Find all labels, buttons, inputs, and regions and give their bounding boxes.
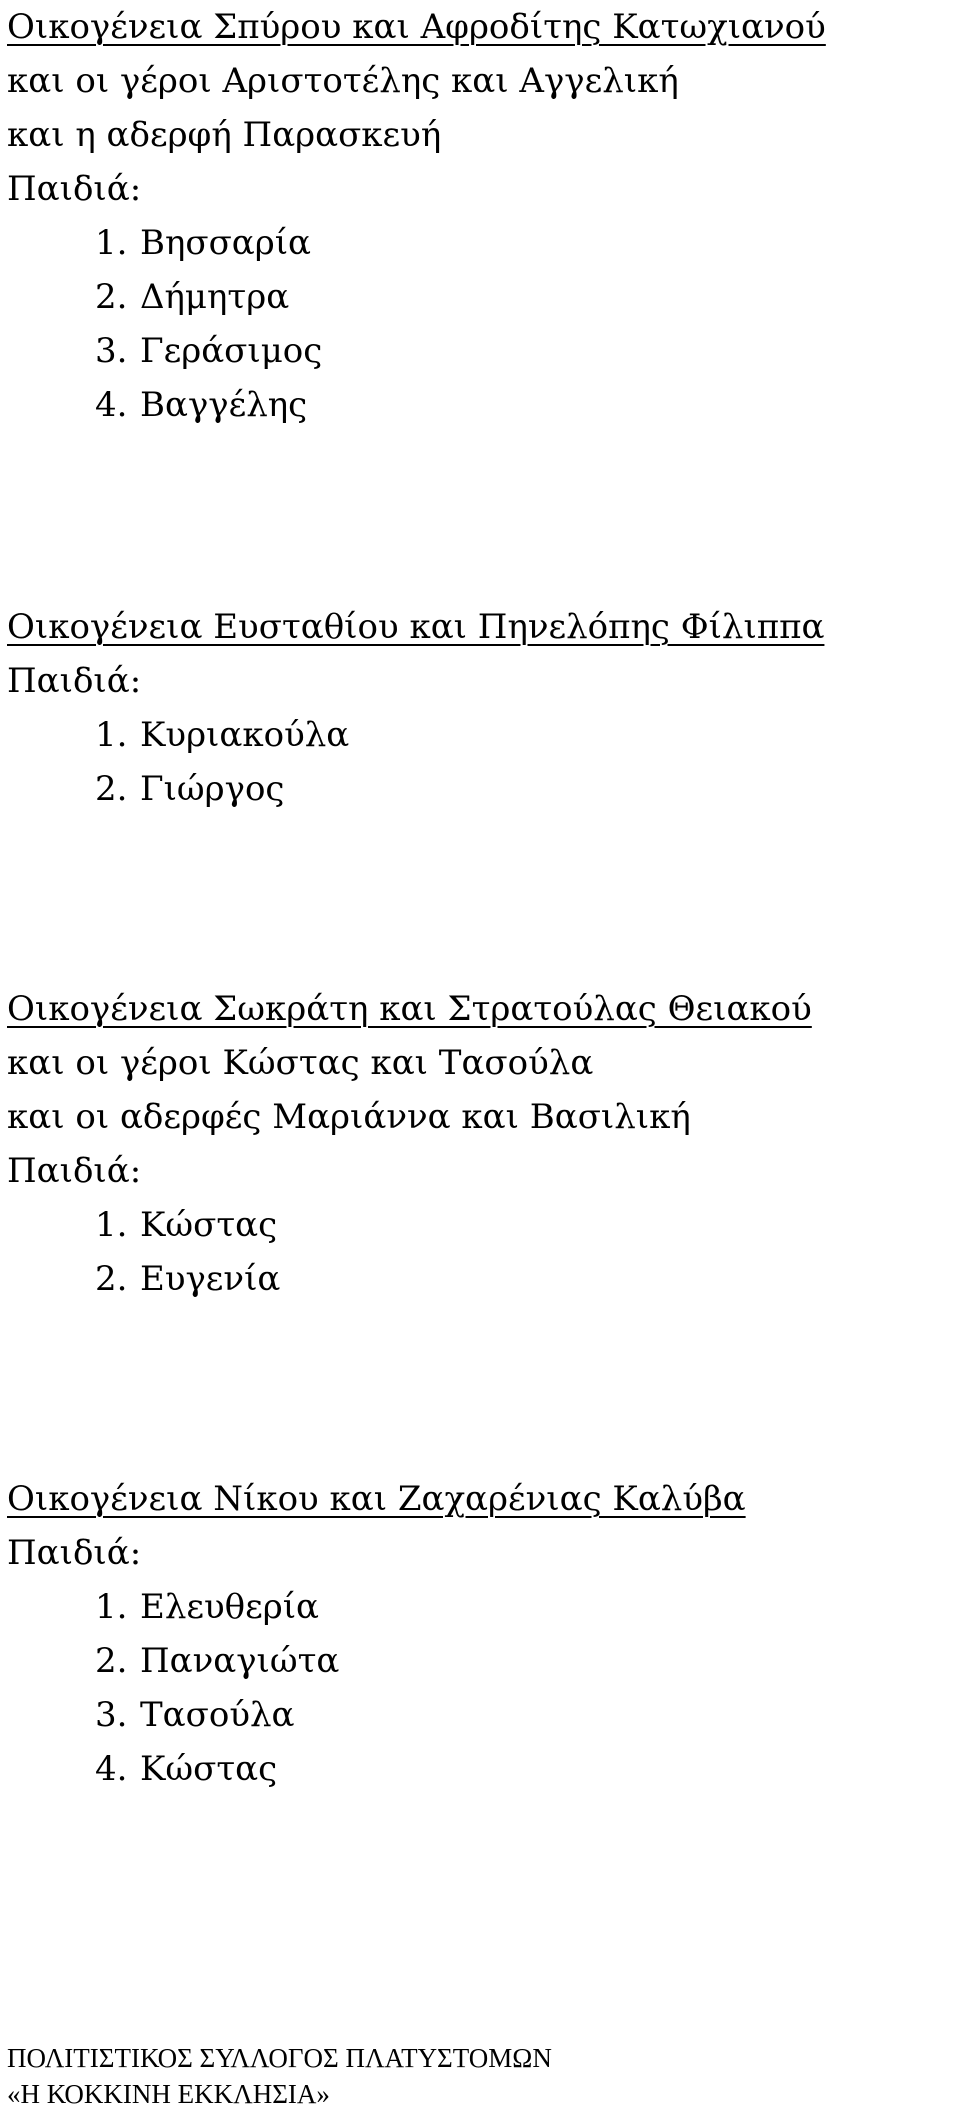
child-number: 4. (95, 385, 128, 425)
child-number: 4. (95, 1749, 128, 1789)
children-list (7, 708, 953, 816)
child-name: Τασούλα (140, 1695, 295, 1735)
list-item (95, 324, 953, 378)
family-section (7, 1472, 953, 1796)
child-name: Γεράσιμος (140, 331, 323, 371)
child-number: 1. (95, 1587, 128, 1627)
child-name: Ευγενία (140, 1259, 281, 1299)
children-label: Παιδιά: (7, 1533, 142, 1573)
children-list (7, 216, 953, 432)
list-item (95, 1688, 953, 1742)
family-extra-line: και οι γέροι Κώστας και Τασούλα (7, 1043, 594, 1083)
child-name: Ελευθερία (140, 1587, 320, 1627)
child-name: Κώστας (140, 1205, 278, 1245)
child-number: 3. (95, 331, 128, 371)
list-item (95, 1252, 953, 1306)
child-number: 2. (95, 1259, 128, 1299)
children-label: Παιδιά: (7, 169, 142, 209)
child-name: Κυριακούλα (140, 715, 350, 755)
list-item (95, 762, 953, 816)
list-item (95, 270, 953, 324)
list-item (95, 216, 953, 270)
children-list (7, 1198, 953, 1306)
family-extra-line: και οι γέροι Αριστοτέλης και Αγγελική (7, 61, 679, 101)
child-name: Γιώργος (140, 769, 285, 809)
list-item (95, 1634, 953, 1688)
list-item (95, 1580, 953, 1634)
child-number: 1. (95, 1205, 128, 1245)
child-number: 1. (95, 715, 128, 755)
family-section (7, 0, 953, 432)
list-item (95, 708, 953, 762)
family-section (7, 982, 953, 1306)
list-item (95, 378, 953, 432)
family-extra-line: και οι αδερφές Μαριάννα και Βασιλική (7, 1097, 691, 1137)
document-footer (7, 2040, 953, 2112)
child-number: 3. (95, 1695, 128, 1735)
family-heading: Οικογένεια Σωκράτη και Στρατούλας Θειακού (7, 989, 812, 1029)
children-label: Παιδιά: (7, 1151, 142, 1191)
child-name: Δήμητρα (140, 277, 290, 317)
family-heading: Οικογένεια Νίκου και Ζαχαρένιας Καλύβα (7, 1479, 746, 1519)
family-heading: Οικογένεια Ευσταθίου και Πηνελόπης Φίλιππα (7, 607, 825, 647)
child-name: Παναγιώτα (140, 1641, 340, 1681)
family-heading: Οικογένεια Σπύρου και Αφροδίτης Κατωχιανού (7, 7, 826, 47)
list-item (95, 1198, 953, 1252)
children-label: Παιδιά: (7, 661, 142, 701)
child-name: Βαγγέλης (140, 385, 308, 425)
child-name: Κώστας (140, 1749, 278, 1789)
child-number: 2. (95, 277, 128, 317)
list-item (95, 1742, 953, 1796)
footer-organization-subtitle: «Η ΚΟΚΚΙΝΗ ΕΚΚΛΗΣΙΑ» (7, 2079, 330, 2109)
family-extra-line: και η αδερφή Παρασκευή (7, 115, 442, 155)
child-name: Βησσαρία (140, 223, 312, 263)
children-list (7, 1580, 953, 1796)
footer-organization-name: ΠΟΛΙΤΙΣΤΙΚΟΣ ΣΥΛΛΟΓΟΣ ΠΛΑΤΥΣΤΟΜΩΝ (7, 2043, 552, 2073)
child-number: 1. (95, 223, 128, 263)
family-section (7, 600, 953, 816)
child-number: 2. (95, 1641, 128, 1681)
child-number: 2. (95, 769, 128, 809)
